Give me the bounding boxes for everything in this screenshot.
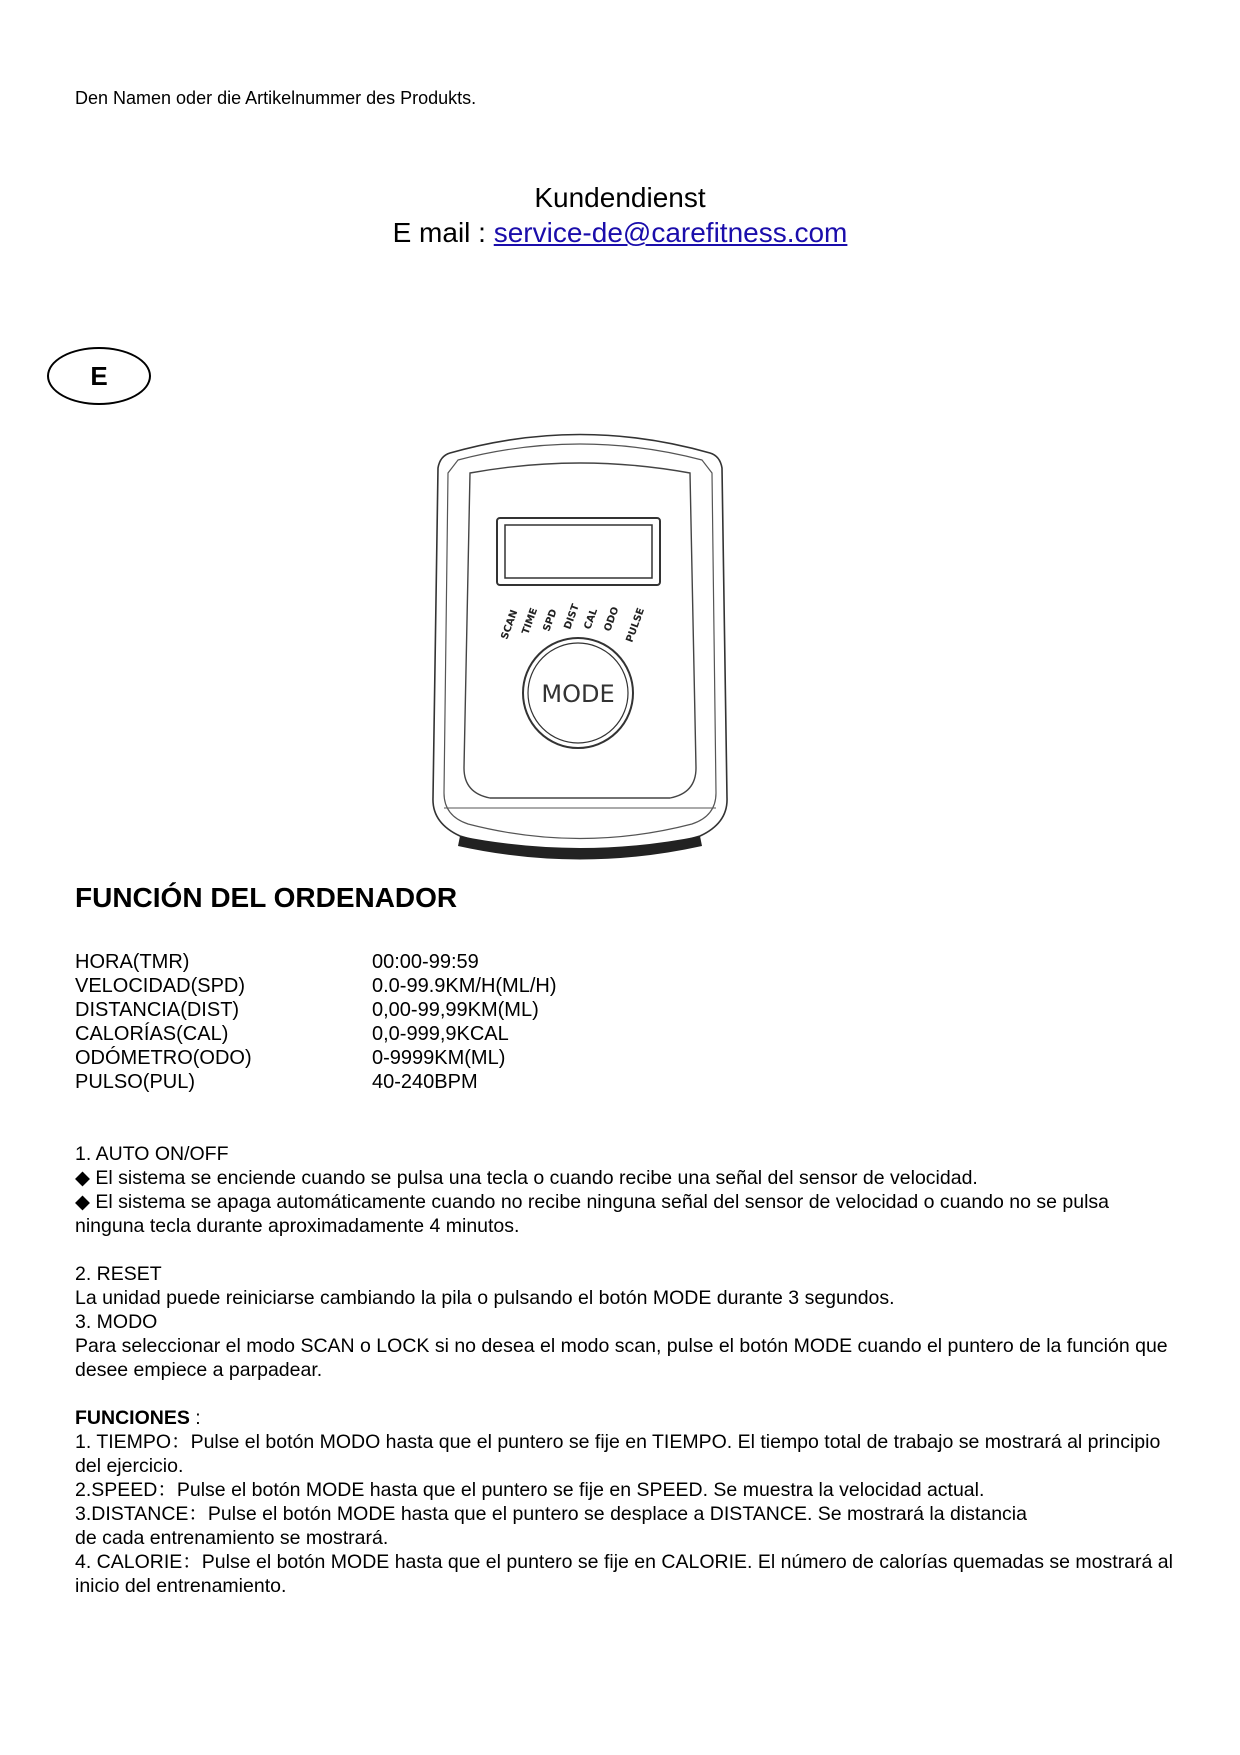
spec-label: CALORÍAS(CAL) [75, 1023, 229, 1045]
spec-row [75, 1022, 557, 1046]
spec-row [75, 1046, 557, 1070]
functions-heading [75, 1406, 1175, 1430]
spec-label: VELOCIDAD(SPD) [75, 975, 246, 997]
indicator-scan: SCAN [499, 608, 521, 642]
indicator-time: TIME [520, 606, 541, 637]
console-illustration [420, 428, 740, 860]
mode-button-label: MODE [541, 680, 615, 708]
function-distance: 3.DISTANCE：Pulse el botón MODE hasta que el puntero se desplace a DISTANCE. Se mostrará la distancia [75, 1503, 1027, 1525]
email-label: E mail : [392, 217, 486, 248]
spec-value: 40-240BPM [372, 1071, 478, 1093]
spec-value: 0,0-999,9KCAL [372, 1023, 509, 1045]
indicator-dist: DIST [562, 602, 582, 632]
spec-value: 0.0-99.9KM/H(ML/H) [372, 975, 557, 997]
spec-label: HORA(TMR) [75, 951, 190, 973]
mode-button[interactable] [523, 638, 633, 748]
indicator-odo: ODO [602, 605, 622, 634]
indicator-cal: CAL [582, 607, 601, 632]
section-heading: FUNCIÓN DEL ORDENADOR [75, 882, 458, 913]
auto-line-1: ◆ El sistema se enciende cuando se pulsa una tecla o cuando recibe una señal del sensor de velocidad. [75, 1167, 978, 1189]
function-distance-cont: de cada entrenamiento se mostrará. [75, 1527, 389, 1549]
spec-label: DISTANCIA(DIST) [75, 999, 240, 1021]
spec-label: ODÓMETRO(ODO) [75, 1047, 252, 1069]
indicator-spd: SPD [541, 607, 560, 634]
spec-value: 0-9999KM(ML) [372, 1047, 506, 1069]
auto-line-2: ◆ El sistema se apaga automáticamente cuando no recibe ninguna señal del sensor de velocidad o cuando no se pulsa ninguna tecla durante aproximadamente 4 minutos. [75, 1191, 1110, 1237]
spec-row [75, 998, 557, 1022]
spec-label: PULSO(PUL) [75, 1071, 196, 1093]
contact-title: Kundendienst [534, 182, 706, 213]
mode-title: 3. MODO [75, 1311, 158, 1333]
language-badge: E [47, 347, 151, 405]
spec-row [75, 950, 557, 974]
auto-title: 1. AUTO ON/OFF [75, 1143, 229, 1165]
spec-row [75, 1070, 557, 1094]
mode-text: Para seleccionar el modo SCAN o LOCK si no desea el modo scan, pulse el botón MODE cuando el puntero de la función que desee empiece a parpadear. [75, 1335, 1168, 1381]
intro-line: Den Namen oder die Artikelnummer des Produkts. [75, 88, 477, 108]
spec-value: 00:00-99:59 [372, 951, 479, 973]
indicator-pulse: PULSE [624, 606, 648, 645]
function-time: 1. TIEMPO：Pulse el botón MODO hasta que el puntero se fije en TIEMPO. El tiempo total de trabajo se mostrará al principio del ejercicio. [75, 1431, 1161, 1477]
email-line [0, 215, 1240, 250]
instructions-body [75, 1142, 1175, 1598]
spec-row [75, 974, 557, 998]
email-link[interactable]: service-de@carefitness.com [493, 217, 848, 248]
reset-title: 2. RESET [75, 1263, 162, 1285]
functions-title: FUNCIONES [75, 1407, 190, 1429]
contact-block [0, 180, 1240, 250]
reset-text: La unidad puede reiniciarse cambiando la pila o pulsando el botón MODE durante 3 segundos. [75, 1287, 895, 1309]
spec-table [75, 950, 557, 1094]
function-calorie: 4. CALORIE：Pulse el botón MODE hasta que el puntero se fije en CALORIE. El número de calorías quemadas se mostrará al inicio del entrenamiento. [75, 1551, 1173, 1597]
functions-colon: : [189, 1407, 201, 1429]
spec-value: 0,00-99,99KM(ML) [372, 999, 539, 1021]
function-speed: 2.SPEED：Pulse el botón MODE hasta que el puntero se fije en SPEED. Se muestra la velocidad actual. [75, 1479, 985, 1501]
